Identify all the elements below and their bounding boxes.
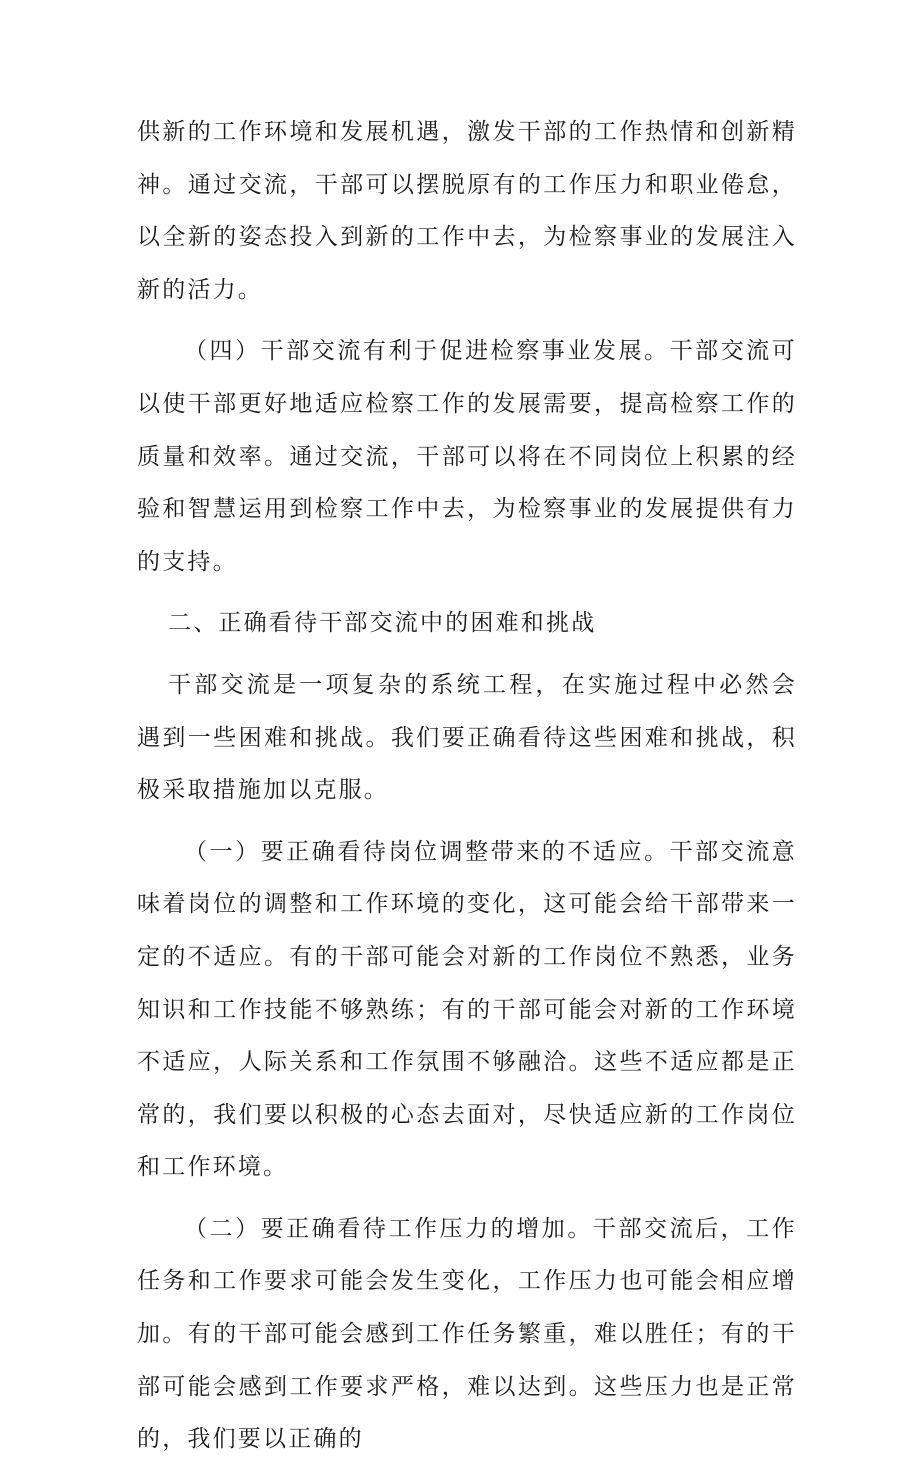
paragraph-point-one: （一）要正确看待岗位调整带来的不适应。干部交流意味着岗位的调整和工作环境的变化，这可能会给干部带来一定的不适应。有的干部可能会对新的工作岗位不熟悉，业务知识和工作技能不够熟练；有的干部可能会对新的工作环境不适应，人际关系和工作氛围不够融洽。这些不适应都是正常的，我们要以积极的心态去面对，尽快适应新的工作岗位和工作环境。: [137, 838, 797, 1181]
paragraph-point-four: （四）干部交流有利于促进检察事业发展。干部交流可以使干部更好地适应检察工作的发展需要，提高检察工作的质量和效率。通过交流，干部可以将在不同岗位上积累的经验和智慧运用到检察工作中去，为检察事业的发展提供有力的支持。: [137, 338, 797, 575]
section-heading-two: 二、正确看待干部交流中的困难和挑战: [168, 610, 597, 637]
paragraph-continuation: 供新的工作环境和发展机遇，激发干部的工作热情和创新精神。通过交流，干部可以摆脱原有的工作压力和职业倦怠，以全新的姿态投入到新的工作中去，为检察事业的发展注入新的活力。: [137, 119, 797, 303]
paragraph-section-intro: 干部交流是一项复杂的系统工程，在实施过程中必然会遇到一些困难和挑战。我们要正确看待这些困难和挑战，积极采取措施加以克服。: [137, 671, 797, 804]
paragraph-gap: [137, 588, 797, 597]
paragraph-gap: [137, 1194, 797, 1203]
paragraph-gap: [137, 650, 797, 659]
document-body: [137, 106, 797, 1466]
paragraph-gap: [137, 316, 797, 325]
paragraph-point-two: （二）要正确看待工作压力的增加。干部交流后，工作任务和工作要求可能会发生变化，工作压力也可能会相应增加。有的干部可能会感到工作任务繁重，难以胜任；有的干部可能会感到工作要求严格，难以达到。这些压力也是正常的，我们要以正确的: [137, 1215, 797, 1453]
paragraph-gap: [137, 817, 797, 826]
